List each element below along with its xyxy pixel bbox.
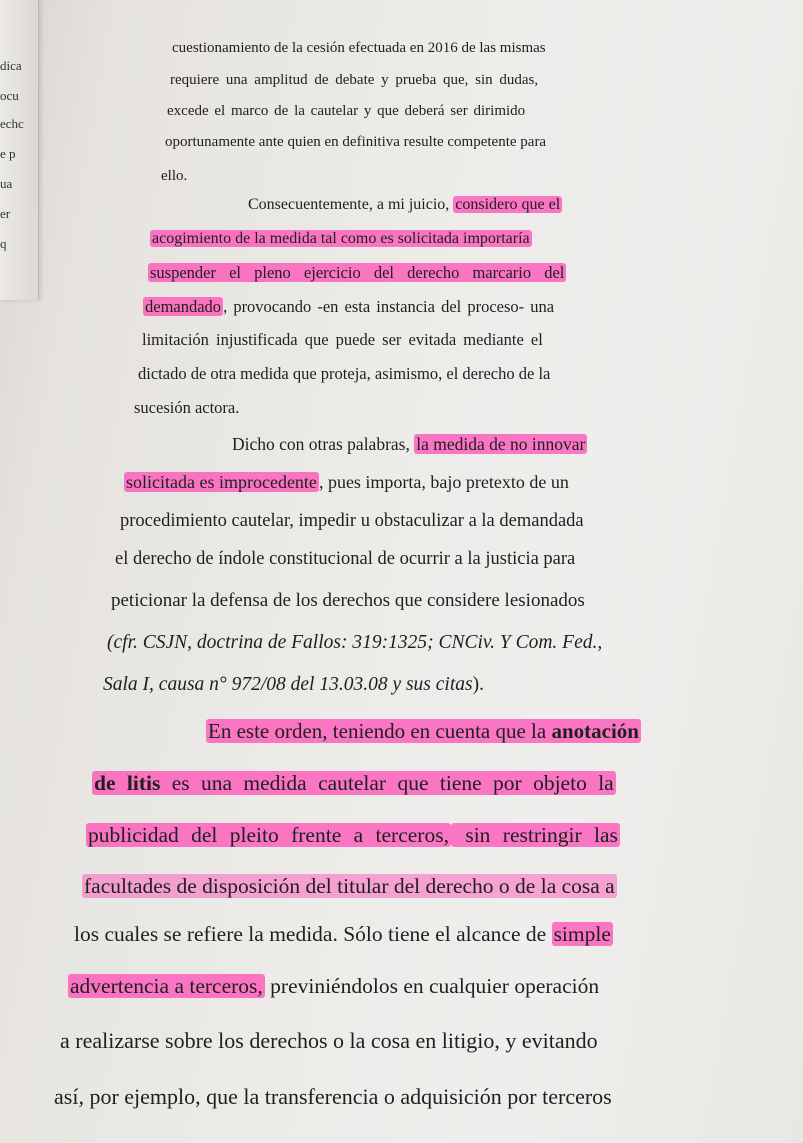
citation-text: Sala I, causa n° 972/08 del 13.03.08 y sus citas bbox=[103, 674, 473, 695]
text-line: sucesión actora. bbox=[134, 398, 240, 417]
margin-fragment: ocu bbox=[0, 88, 19, 103]
margin-fragment: er bbox=[0, 206, 11, 221]
bold-text: anotación bbox=[551, 719, 639, 743]
text-line: así, por ejemplo, que la transferencia o adquisición por terceros bbox=[54, 1084, 612, 1109]
highlighted-text: solicitada es improcedente bbox=[126, 472, 317, 492]
text-line bbox=[150, 230, 532, 248]
highlighted-text: suspender el pleno ejercicio del derecho marcario del bbox=[150, 263, 565, 282]
text-line: peticionar la defensa de los derechos que considere lesionados bbox=[111, 590, 585, 611]
highlighted-text bbox=[92, 771, 616, 795]
margin-fragment: dica bbox=[0, 58, 22, 73]
text-line bbox=[206, 719, 641, 744]
text-line bbox=[92, 771, 616, 796]
citation-line: (cfr. CSJN, doctrina de Fallos: 319:1325; CNCiv. Y Com. Fed., bbox=[107, 632, 603, 653]
text-segment: previniéndolos en cualquier operación bbox=[264, 974, 600, 998]
margin-fragment: e p bbox=[0, 146, 16, 161]
highlighted-text: demandado bbox=[145, 297, 222, 316]
text-line: excede el marco de la cautelar y que deberá ser dirimido bbox=[167, 103, 526, 119]
text-segment: , provocando -en esta instancia del proceso- una bbox=[223, 297, 555, 316]
text-segment: , pues importa, bajo pretexto de un bbox=[318, 472, 569, 492]
text-segment: los cuales se refiere la medida. Sólo tiene el alcance de bbox=[74, 922, 552, 946]
text-line: a realizarse sobre los derechos o la cosa en litigio, y evitando bbox=[60, 1028, 598, 1053]
highlighted-text: publicidad del pleito frente a terceros, bbox=[88, 823, 449, 847]
margin-fragment: ua bbox=[0, 176, 13, 191]
text-segment: Dicho con otras palabras, bbox=[232, 434, 415, 454]
text-line: procedimiento cautelar, impedir u obstaculizar a la demandada bbox=[120, 511, 584, 531]
text-line: limitación injustificada que puede ser evitada mediante el bbox=[142, 330, 543, 349]
highlighted-text: advertencia a terceros, bbox=[70, 974, 263, 998]
citation-line bbox=[103, 674, 484, 696]
highlighted-text bbox=[206, 719, 641, 743]
text-line bbox=[82, 874, 617, 899]
margin-fragment: echc bbox=[0, 116, 24, 131]
text-line bbox=[232, 434, 587, 455]
text-line bbox=[143, 297, 554, 317]
text-segment: es una medida cautelar que tiene por objeto la bbox=[160, 771, 614, 795]
adjacent-page-edge bbox=[0, 0, 39, 300]
highlighted-text: considero que el bbox=[455, 196, 561, 213]
text-line: oportunamente ante quien en definitiva resulte competente para bbox=[165, 134, 547, 150]
text-segment: En este orden, teniendo en cuenta que la bbox=[208, 719, 552, 743]
text-line: requiere una amplitud de debate y prueba que, sin dudas, bbox=[170, 72, 539, 88]
text-line: el derecho de índole constitucional de ocurrir a la justicia para bbox=[115, 549, 576, 569]
text-line: dictado de otra medida que proteja, asimismo, el derecho de la bbox=[138, 364, 551, 383]
highlighted-text: la medida de no innovar bbox=[416, 434, 586, 454]
text-line: cuestionamiento de la cesión efectuada en 2016 de las mismas bbox=[172, 40, 546, 56]
text-line bbox=[148, 263, 566, 283]
highlighted-text: sin restringir las bbox=[452, 823, 618, 847]
text-line: ello. bbox=[161, 168, 188, 184]
text-line bbox=[248, 196, 562, 214]
text-line bbox=[86, 823, 620, 848]
underline-highlight: facultades de disposición del titular del derecho o de la cosa a bbox=[84, 874, 615, 898]
text-line bbox=[68, 974, 599, 999]
margin-fragment: q bbox=[0, 236, 7, 251]
text-segment: ). bbox=[472, 674, 484, 695]
text-segment: Consecuentemente, a mi juicio, bbox=[248, 196, 454, 213]
highlighted-text: acogimiento de la medida tal como es solicitada importaría bbox=[152, 230, 530, 247]
text-line bbox=[74, 922, 613, 947]
bold-text: de litis bbox=[94, 771, 161, 795]
highlighted-text: simple bbox=[553, 922, 611, 946]
text-line bbox=[124, 472, 569, 493]
